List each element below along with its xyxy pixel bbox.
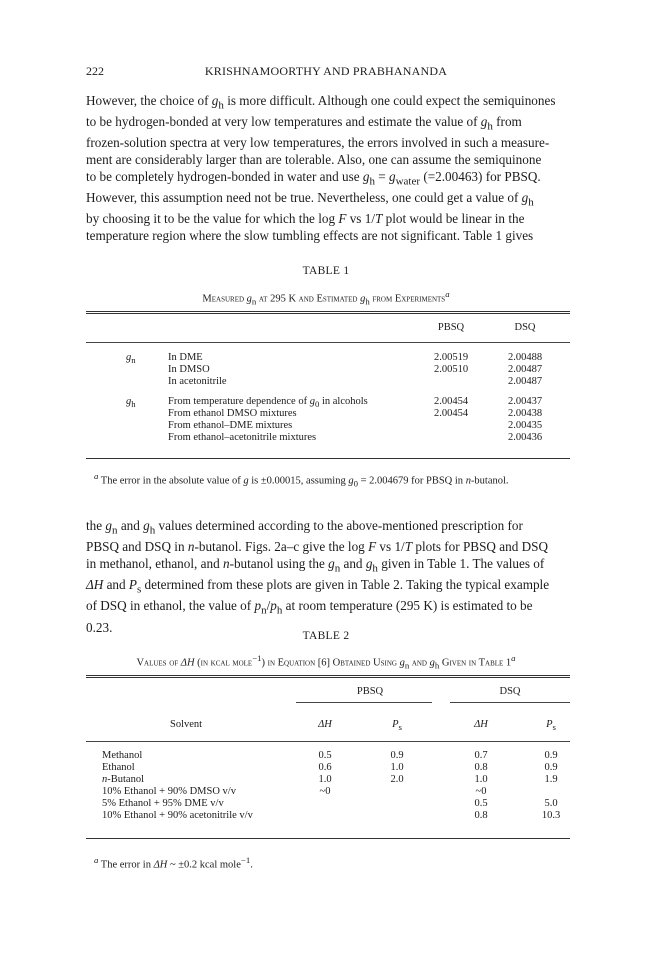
para1-line-2: to be hydrogen-bonded at very low temperatures and estimate the value of $g_h$ from [86,114,522,133]
table1-cell: 2.00510 [433,364,469,375]
table2-group-pbsq: PBSQ [356,686,384,697]
table2-cell: 1.0 [390,762,404,773]
table1-cell: 2.00454 [433,396,469,407]
table2-cell: 10.3 [541,810,561,821]
table2-solvent: n-Butanol [102,774,144,785]
table1-cell: 2.00519 [433,352,469,363]
para1-line-1: However, the choice of $g_h$ is more difficult. Although one could expect the semiquinones [86,93,556,112]
table2-footnote: $^a$ The error in ΔH ~ ±0.2 kcal mole$^{-1}$. [94,855,253,871]
table2-bottom-rule [86,838,570,839]
table1-row-label: From ethanol–DME mixtures [168,420,293,431]
table2-solvent: Ethanol [102,762,135,773]
table2-cell: 0.8 [474,762,488,773]
table2-solvent: Methanol [102,750,143,761]
table2-cell: ~0 [319,786,331,797]
para1-line-3: frozen-solution spectra at very low temperatures, the errors involved in such a measure- [86,135,550,151]
table1-cell: 2.00487 [507,364,543,375]
table1-number: TABLE 1 [302,265,350,277]
table1-title: Measured $g_n$ at 295 K and Estimated $g_h$ from Experiments$^a$ [202,289,450,307]
table2-cell: 1.9 [544,774,558,785]
para1-line-6: However, this assumption need not be true. Nevertheless, one could get a value of $g_h$ [86,189,534,209]
table1-row-label: In acetonitrile [168,376,227,387]
table2-solvent: 5% Ethanol + 95% DME v/v [102,798,224,809]
table1-cell: 2.00454 [433,408,469,419]
table2-cell: 0.6 [318,762,332,773]
table1-col-pbsq: PBSQ [437,322,465,333]
table2-title: Values of ΔH (in kcal mole$^{-1}$) in Equation [6] Obtained Using $g_n$ and $g_h$ Given in Table 1$^a$ [136,653,516,671]
table1-row-label: From temperature dependence of $g_0$ in alcohols [168,396,368,410]
running-title: KRISHNAMOORTHY AND PRABHANANDA [204,64,448,78]
para2-line-2: PBSQ and DSQ in n-butanol. Figs. 2a–c give the log F vs 1/T plots for PBSQ and DSQ [86,539,548,555]
table2-cell: 0.9 [544,750,558,761]
table2-col-dh-pbsq: ΔH [318,719,332,730]
table2-col-ps-pbsq: $P_s$ [392,719,402,733]
para1-line-7: by choosing it to be the value for which the log F vs 1/T plot would be linear in the [86,211,525,227]
table1-cell: 2.00436 [507,432,543,443]
table2-col-solvent: Solvent [170,719,203,730]
para2-line-6: 0.23. [86,619,113,635]
table2-cell: 0.7 [474,750,488,761]
table2-col-ps-dsq: $P_s$ [546,719,556,733]
table2-cell: ~0 [475,786,487,797]
para1-line-8: temperature region where the slow tumbling effects are not significant. Table 1 gives [86,227,534,243]
table2-cell: 5.0 [544,798,558,809]
para2-line-1: the $g_n$ and $g_h$ values determined according to the above-mentioned prescription for [86,518,523,537]
table1-row-label: In DMSO [168,364,210,375]
table1-cell: 2.00435 [507,420,543,431]
page-number: 222 [86,64,104,78]
table1-cell: 2.00488 [507,352,543,363]
table1-cell: 2.00487 [507,376,543,387]
table2-number: TABLE 2 [302,630,350,642]
table2-solvent: 10% Ethanol + 90% DMSO v/v [102,786,236,797]
table2-cell: 0.5 [318,750,332,761]
table2-cell: 0.5 [474,798,488,809]
para1-line-4: ment are considerably larger than are tolerable. Also, one can assume the semiquinone [86,152,542,168]
table1-col-dsq: DSQ [514,322,536,333]
table1-footnote: $^a$ The error in the absolute value of g is ±0.00015, assuming $g_0 = 2.004679$ for PBSQ in n-butanol. [94,471,509,489]
table2-cell: 0.8 [474,810,488,821]
table2-solvent: 10% Ethanol + 90% acetonitrile v/v [102,810,253,821]
table1-cell: 2.00438 [507,408,543,419]
para1-line-5: to be completely hydrogen-bonded in water and use $g_h = g_{water}$ (=2.00463) for PBSQ. [86,168,541,188]
table1-cell: 2.00437 [507,396,543,407]
table1-row-label: From ethanol DMSO mixtures [168,408,297,419]
table1-row-label: From ethanol–acetonitrile mixtures [168,432,317,443]
table2-group-dsq: DSQ [499,686,521,697]
table2-cell: 1.0 [474,774,488,785]
table1-row-label: In DME [168,352,203,363]
table2-col-dh-dsq: ΔH [474,719,488,730]
table1-symbol-gn: $g_n$ [126,352,136,366]
table2-cell: 0.9 [390,750,404,761]
table1-symbol-gh: $g_h$ [126,396,136,410]
table2-cell: 2.0 [390,774,404,785]
table2-cell: 0.9 [544,762,558,773]
para2-line-4: ΔH and $P_s$ determined from these plots are given in Table 2. Taking the typical example [86,577,550,596]
para2-line-5: of DSQ in ethanol, the value of $p_n/p_h$ at room temperature (295 K) is estimated to be [86,598,533,617]
para2-line-3: in methanol, ethanol, and n-butanol using the $g_n$ and $g_h$ given in Table 1. The values of [86,555,545,575]
table2-cell: 1.0 [318,774,332,785]
